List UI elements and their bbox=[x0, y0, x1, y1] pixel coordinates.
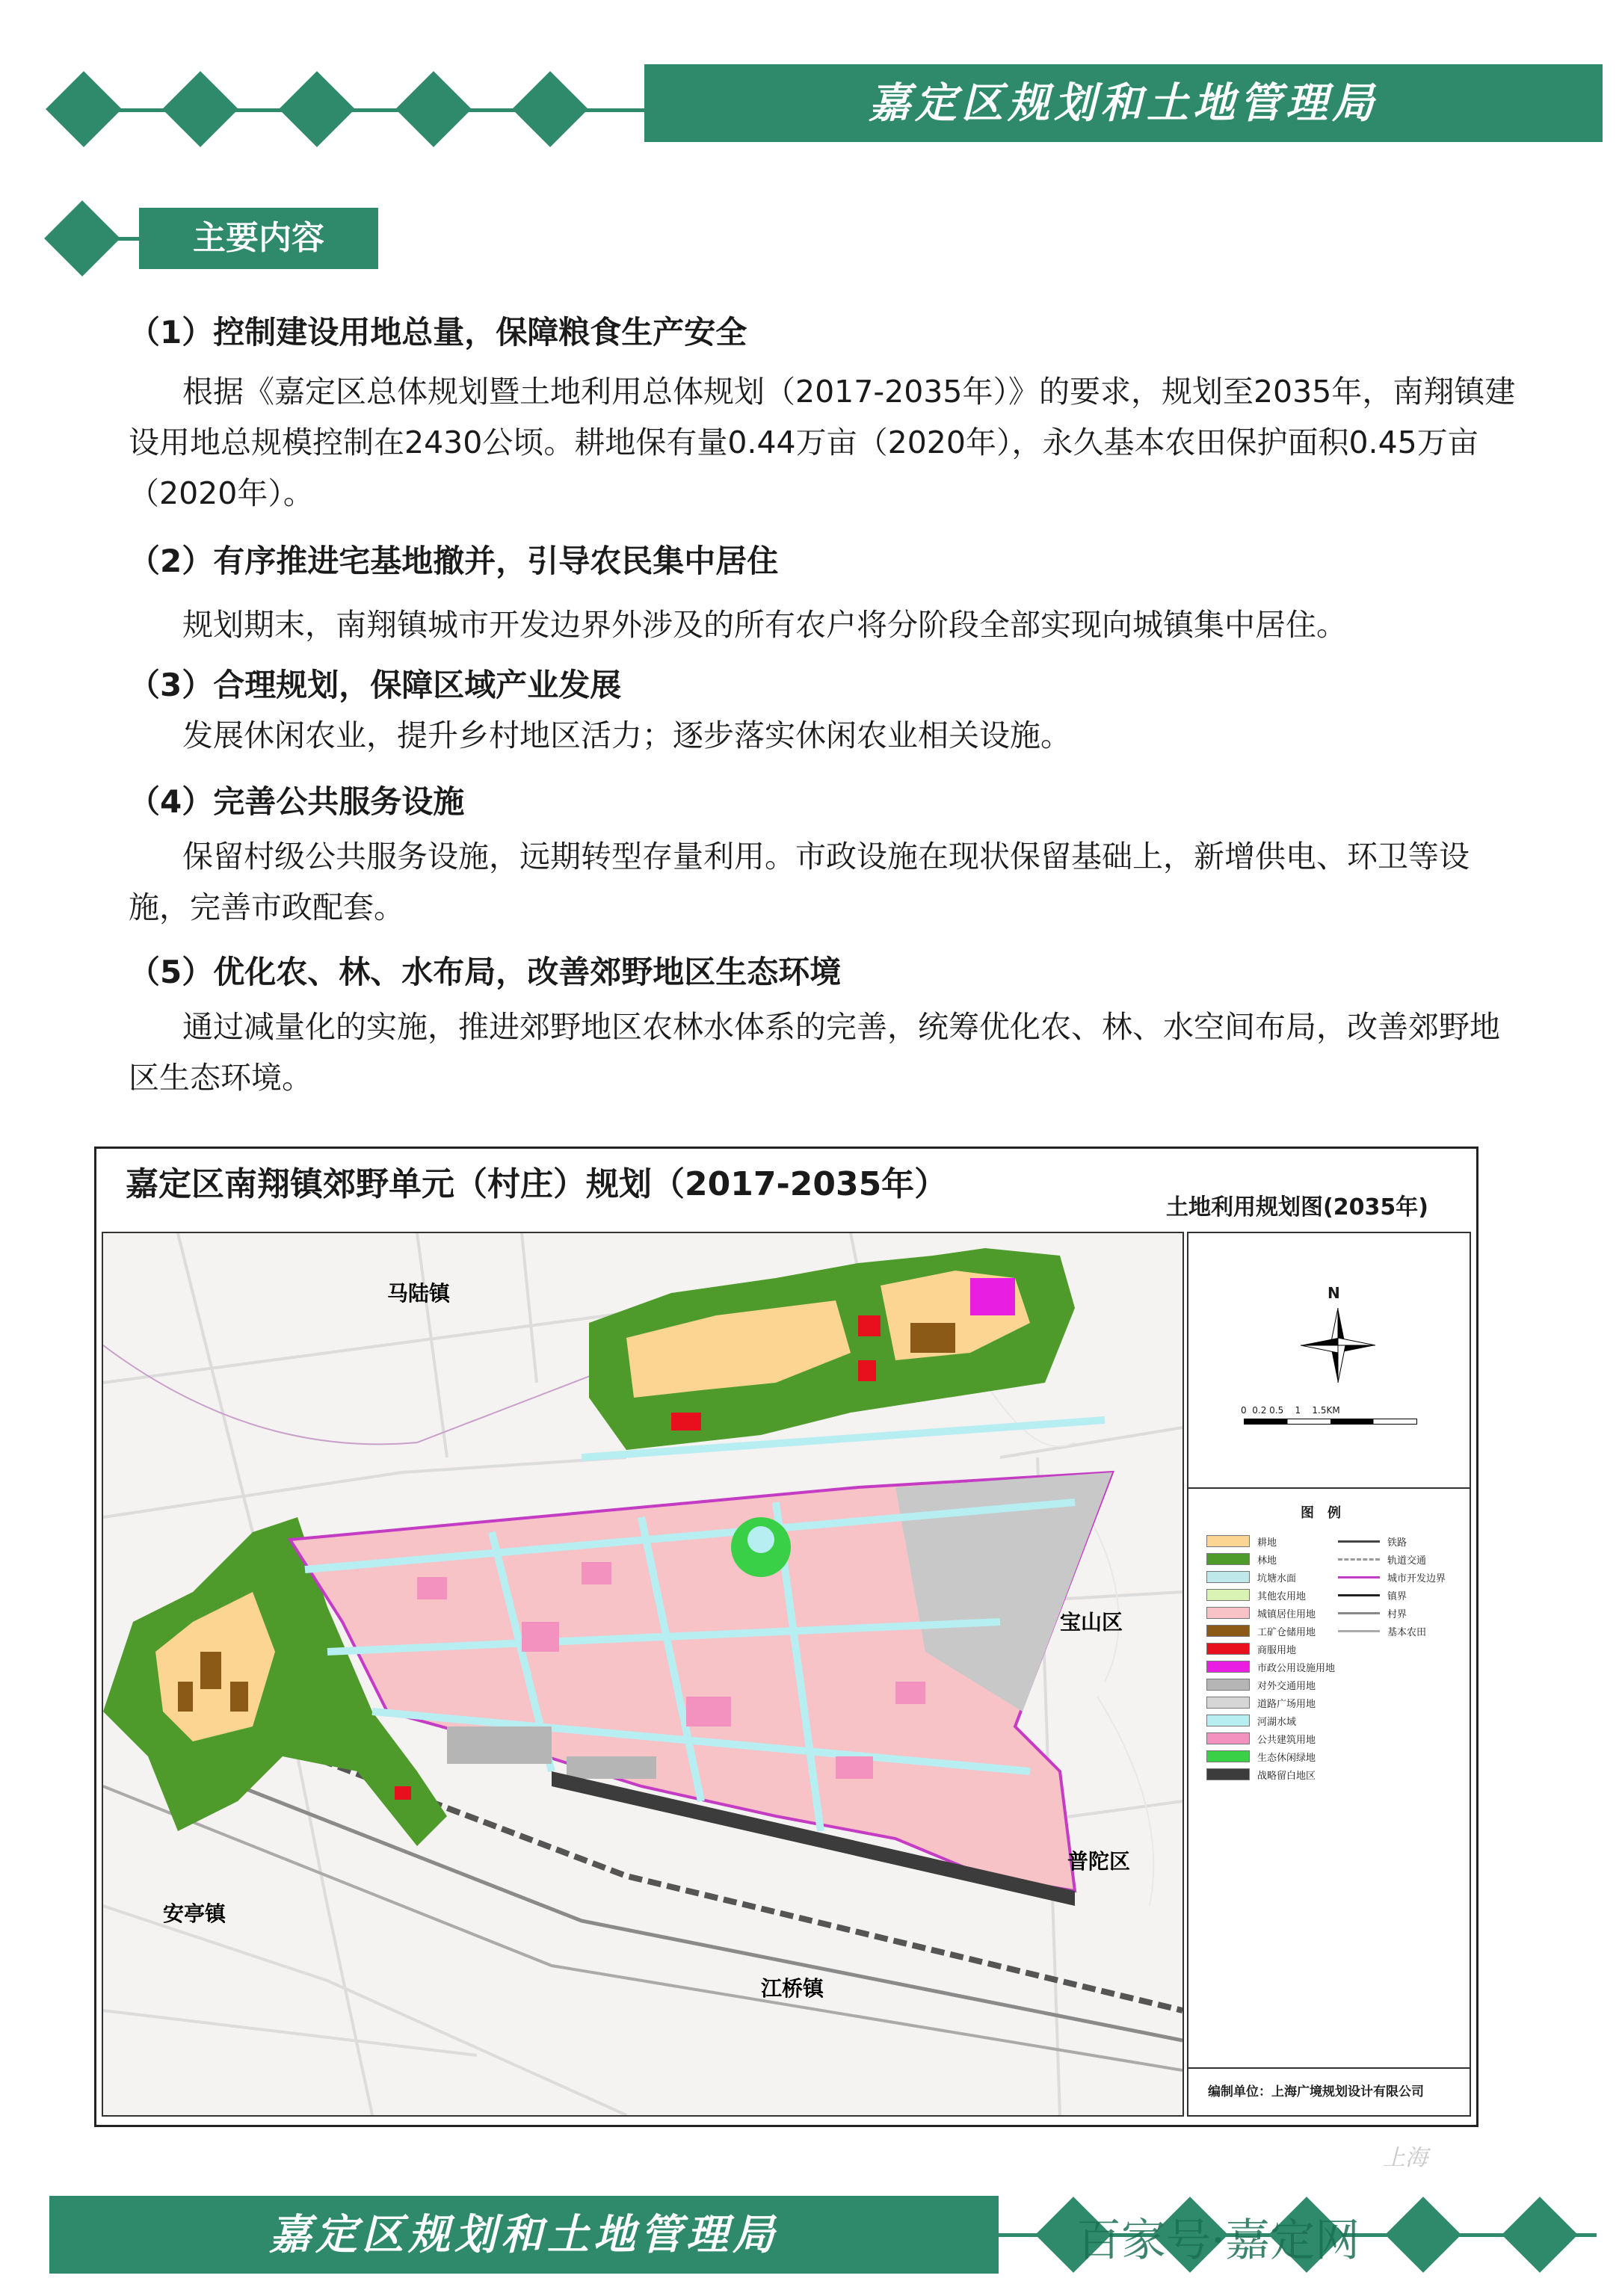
place-malu: 马陆镇 bbox=[387, 1281, 451, 1306]
map-subtitle: 土地利用规划图(2035年) bbox=[1166, 1194, 1428, 1220]
legend-swatch bbox=[1206, 1750, 1250, 1762]
map-title: 嘉定区南翔镇郊野单元（村庄）规划（2017-2035年） bbox=[126, 1165, 948, 1203]
legend-item bbox=[1206, 1712, 1335, 1729]
legend-label: 其他农用地 bbox=[1257, 1590, 1307, 1602]
section-title: 主要内容 bbox=[139, 208, 378, 269]
legend-label: 耕地 bbox=[1257, 1537, 1277, 1549]
footer-diamond-icon bbox=[1502, 2197, 1578, 2273]
legend-label: 城镇居住用地 bbox=[1257, 1608, 1316, 1620]
legend-title: 图 例 bbox=[1301, 1505, 1341, 1521]
legend-swatch bbox=[1206, 1571, 1250, 1583]
north-label: N bbox=[1327, 1284, 1340, 1302]
legend-label: 城市开发边界 bbox=[1387, 1573, 1446, 1584]
legend-item bbox=[1206, 1568, 1335, 1586]
item-heading-3: （3）合理规划，保障区域产业发展 bbox=[129, 667, 622, 703]
legend-swatch bbox=[1206, 1643, 1250, 1655]
item-heading-4: （4）完善公共服务设施 bbox=[129, 783, 465, 820]
legend-item bbox=[1206, 1640, 1335, 1658]
legend-item bbox=[1206, 1622, 1335, 1640]
legend-item bbox=[1206, 1550, 1335, 1568]
legend-label: 公共建筑用地 bbox=[1257, 1734, 1316, 1746]
legend-item bbox=[1338, 1568, 1446, 1586]
watermark-large: 百家号·嘉定网 bbox=[1076, 2215, 1360, 2267]
legend-label: 生态休闲绿地 bbox=[1257, 1752, 1316, 1764]
legend-swatch bbox=[1338, 1630, 1380, 1632]
item-body-2: 规划期末，南翔镇城市开发边界外涉及的所有农户将分阶段全部实现向城镇集中居住。 bbox=[182, 607, 1347, 643]
legend-swatch bbox=[1206, 1625, 1250, 1637]
legend-item bbox=[1338, 1586, 1446, 1604]
legend-label: 基本农田 bbox=[1387, 1626, 1427, 1638]
place-putuo: 普陀区 bbox=[1067, 1849, 1131, 1874]
place-jiangqiao: 江桥镇 bbox=[761, 1976, 824, 2001]
scale-text: 0 0.2 0.5 1 1.5KM bbox=[1241, 1405, 1340, 1416]
legend-swatch bbox=[1338, 1540, 1380, 1543]
watermark-small: 上海 bbox=[1383, 2145, 1428, 2171]
legend-swatch bbox=[1206, 1768, 1250, 1780]
legend-item bbox=[1338, 1532, 1446, 1550]
legend-label: 战略留白地区 bbox=[1257, 1770, 1316, 1782]
legend-label: 对外交通用地 bbox=[1257, 1680, 1316, 1692]
legend-item bbox=[1206, 1676, 1335, 1694]
legend-right-list bbox=[1338, 1532, 1446, 1640]
header-title: 嘉定区规划和土地管理局 bbox=[644, 64, 1603, 142]
legend-item bbox=[1206, 1586, 1335, 1604]
place-anting: 安亭镇 bbox=[163, 1901, 226, 1926]
legend-swatch bbox=[1206, 1661, 1250, 1673]
scale-bar bbox=[1244, 1419, 1417, 1425]
legend-item bbox=[1338, 1550, 1446, 1568]
legend-swatch bbox=[1206, 1535, 1250, 1547]
legend-label: 轨道交通 bbox=[1387, 1555, 1427, 1567]
legend-swatch bbox=[1206, 1553, 1250, 1565]
legend-swatch bbox=[1338, 1594, 1380, 1596]
legend-label: 市政公用设施用地 bbox=[1257, 1662, 1336, 1674]
legend-swatch bbox=[1338, 1576, 1380, 1578]
legend-swatch bbox=[1206, 1589, 1250, 1601]
item-heading-2: （2）有序推进宅基地撤并，引导农民集中居住 bbox=[129, 543, 779, 579]
legend-label: 铁路 bbox=[1387, 1537, 1407, 1549]
legend-label: 村界 bbox=[1387, 1608, 1407, 1620]
legend-swatch bbox=[1206, 1679, 1250, 1691]
legend-label: 工矿仓储用地 bbox=[1257, 1626, 1316, 1638]
map-svg bbox=[103, 1233, 1182, 2115]
item-body-1: 根据《嘉定区总体规划暨土地利用总体规划（2017-2035年）》的要求，规划至2035年，南翔镇建设用地总规模控制在2430公顷。耕地保有量0.44万亩（2020年），永久基本农田保护面积0.45万亩（2020年）。 bbox=[129, 374, 1516, 511]
legend-item bbox=[1206, 1747, 1335, 1765]
north-arrow-icon bbox=[1301, 1308, 1375, 1383]
legend-label: 林地 bbox=[1257, 1555, 1277, 1567]
item-heading-1: （1）控制建设用地总量，保障粮食生产安全 bbox=[129, 314, 747, 351]
item-body-3: 发展休闲农业，提升乡村地区活力；逐步落实休闲农业相关设施。 bbox=[182, 718, 1071, 753]
legend-label: 道路广场用地 bbox=[1257, 1698, 1316, 1710]
header-diamond-icon bbox=[46, 71, 122, 147]
legend-panel bbox=[1187, 1232, 1471, 2117]
legend-swatch bbox=[1206, 1697, 1250, 1709]
legend-item bbox=[1206, 1694, 1335, 1712]
legend-label: 商服用地 bbox=[1257, 1644, 1297, 1656]
place-baoshan: 宝山区 bbox=[1060, 1610, 1123, 1635]
legend-label: 坑塘水面 bbox=[1257, 1573, 1297, 1584]
legend-item bbox=[1338, 1622, 1446, 1640]
legend-swatch bbox=[1338, 1612, 1380, 1614]
legend-item bbox=[1206, 1604, 1335, 1622]
header-diamond-icon bbox=[512, 71, 588, 147]
legend-swatch bbox=[1206, 1715, 1250, 1726]
legend-swatch bbox=[1206, 1607, 1250, 1619]
legend-swatch bbox=[1206, 1732, 1250, 1744]
legend-swatch bbox=[1338, 1558, 1380, 1561]
header-diamond-icon bbox=[395, 71, 472, 147]
header-diamond-icon bbox=[279, 71, 355, 147]
legend-label: 镇界 bbox=[1387, 1590, 1407, 1602]
land-use-map bbox=[102, 1232, 1184, 2117]
item-heading-5: （5）优化农、林、水布局，改善郊野地区生态环境 bbox=[129, 954, 842, 990]
map-credit: 编制单位：上海广境规划设计有限公司 bbox=[1208, 2084, 1424, 2099]
footer-title: 嘉定区规划和土地管理局 bbox=[49, 2196, 999, 2274]
legend-item bbox=[1338, 1604, 1446, 1622]
header-diamond-icon bbox=[162, 71, 238, 147]
section-diamond-icon bbox=[44, 200, 120, 277]
item-body-5: 通过减量化的实施，推进郊野地区农林水体系的完善，统筹优化农、林、水空间布局，改善郊野地区生态环境。 bbox=[129, 1009, 1500, 1096]
footer-diamond-icon bbox=[1385, 2197, 1461, 2273]
legend-label: 河湖水域 bbox=[1257, 1716, 1297, 1728]
legend-item bbox=[1206, 1532, 1335, 1550]
legend-item bbox=[1206, 1765, 1335, 1783]
legend-item bbox=[1206, 1729, 1335, 1747]
legend-item bbox=[1206, 1658, 1335, 1676]
legend-left-list bbox=[1206, 1532, 1335, 1783]
item-body-4: 保留村级公共服务设施，远期转型存量利用。市政设施在现状保留基础上，新增供电、环卫等设施，完善市政配套。 bbox=[129, 839, 1470, 925]
